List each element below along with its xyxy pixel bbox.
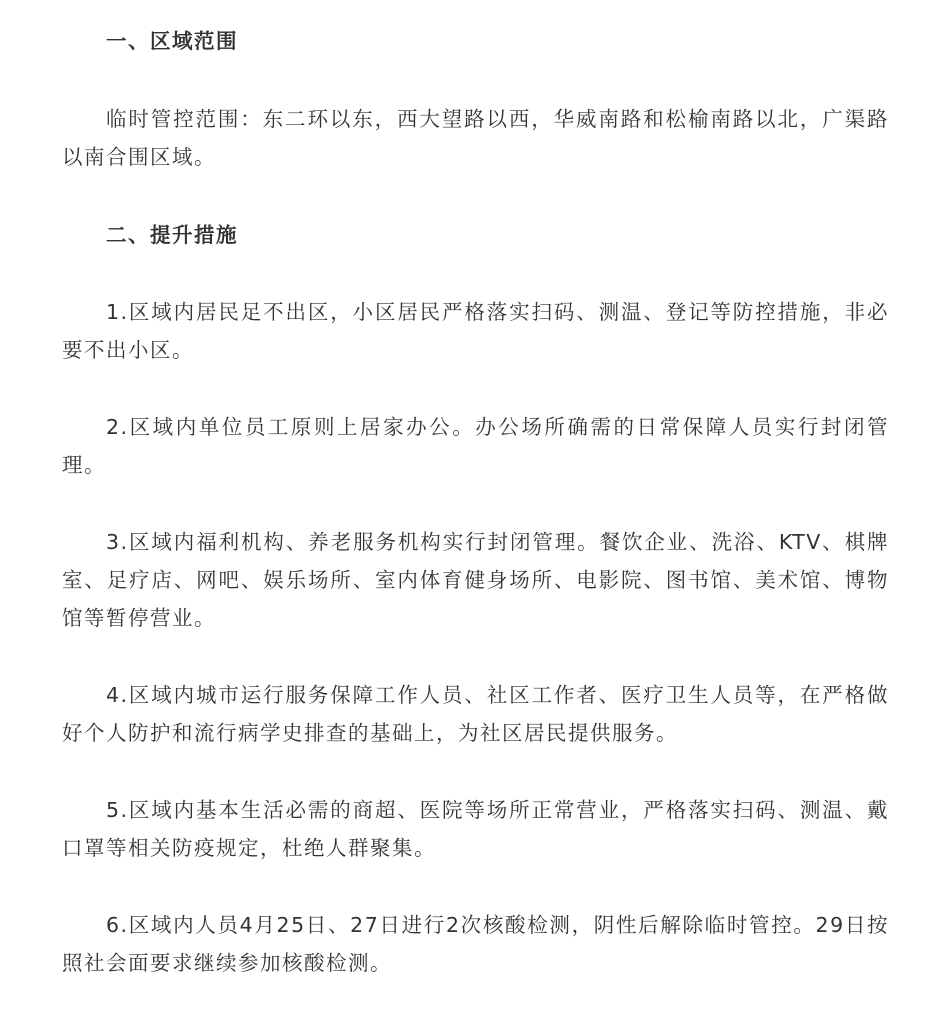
paragraph-measure-2: 2.区域内单位员工原则上居家办公。办公场所确需的日常保障人员实行封闭管理。 [62,415,889,477]
spacer [62,484,889,523]
spacer [62,369,889,408]
paragraph-measure-5: 5.区域内基本生活必需的商超、医院等场所正常营业，严格落实扫码、测温、戴口罩等相关防疫规定，杜绝人群聚集。 [62,798,889,860]
spacer [62,60,889,100]
paragraph-measure-6: 6.区域内人员4月25日、27日进行2次核酸检测，阴性后解除临时管控。29日按照社会面要求继续参加核酸检测。 [62,913,889,975]
section-heading-measures: 二、提升措施 [106,223,238,247]
paragraph-control-range: 临时管控范围：东二环以东，西大望路以西，华威南路和松榆南路以北，广渠路以南合围区域。 [62,107,889,169]
paragraph-measure-3: 3.区域内福利机构、养老服务机构实行封闭管理。餐饮企业、洗浴、KTV、棋牌室、足疗店、网吧、娱乐场所、室内体育健身场所、电影院、图书馆、美术馆、博物馆等暂停营业。 [62,530,889,630]
spacer [62,254,889,293]
spacer [62,176,889,216]
spacer [62,867,889,906]
paragraph-measure-1: 1.区域内居民足不出区，小区居民严格落实扫码、测温、登记等防控措施，非必要不出小区。 [62,300,889,362]
spacer [62,637,889,676]
spacer [62,752,889,791]
section-heading-area-scope: 一、区域范围 [106,29,238,53]
paragraph-measure-4: 4.区域内城市运行服务保障工作人员、社区工作者、医疗卫生人员等，在严格做好个人防护和流行病学史排查的基础上，为社区居民提供服务。 [62,683,889,745]
